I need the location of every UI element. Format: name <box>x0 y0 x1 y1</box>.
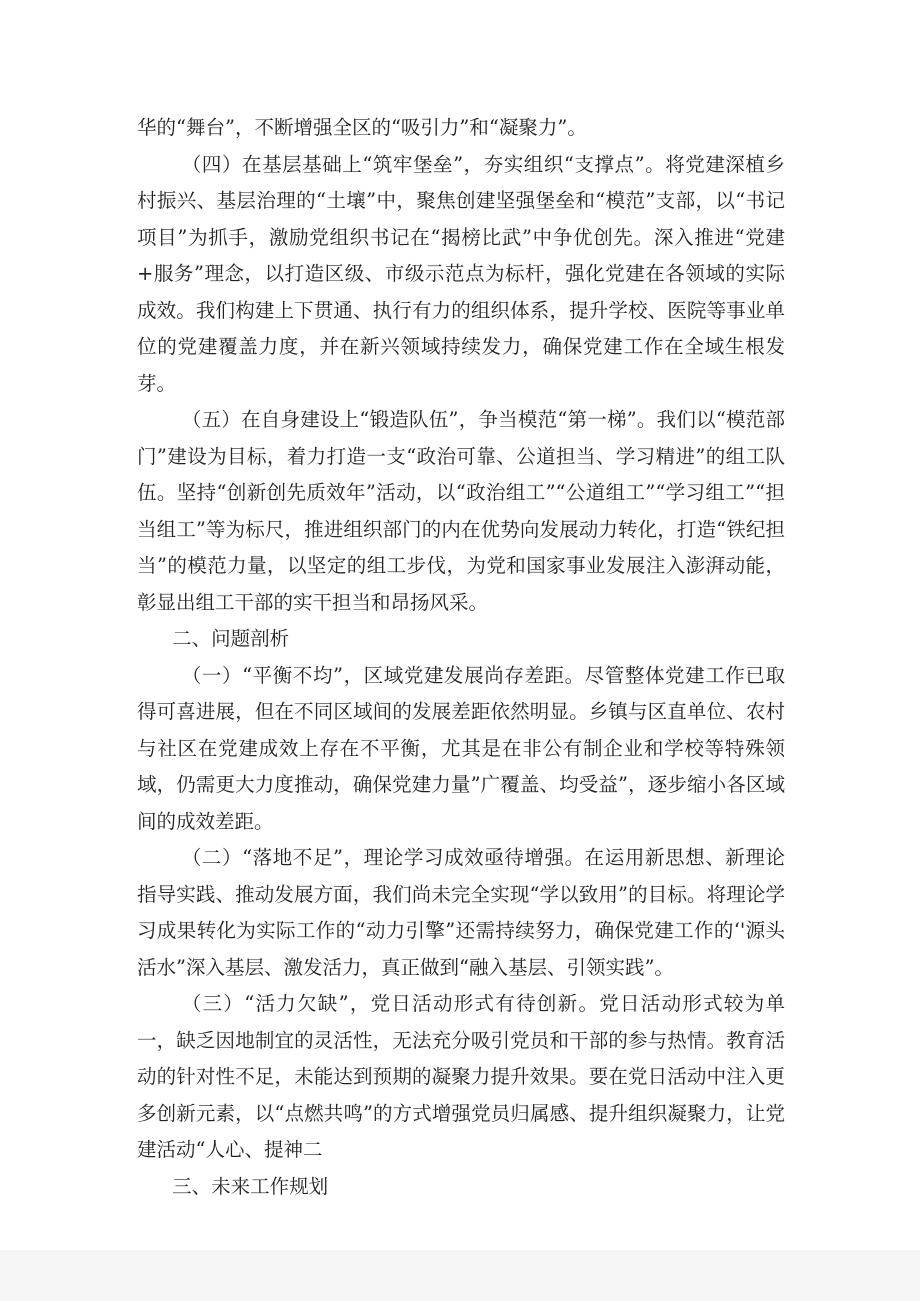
paragraph-continuation: 华的“舞台”，不断增强全区的“吸引力”和“凝聚力”。 <box>137 116 587 139</box>
page-bottom-margin <box>0 1250 920 1301</box>
paragraph-four-grassroots: （四）在基层基础上“筑牢堡垒”，夯实组织“支撑点”。将党建深植乡村振兴、基层治理的“土壤”中，聚焦创建坚强堡垒和“模范”支部，以“书记项目”为抓手，激励党组织书记在“揭榜比武”中争优创先。深入推进“党建+服务”理念，以打造区级、市级示范点为标杆，强化党建在各领域的实际成效。我们构建上下贯通、执行有力的组织体系，提升学校、医院等事业单位的党建覆盖力度，并在新兴领域持续发力，确保党建工作在全域生根发芽。 <box>137 152 785 395</box>
paragraph-two-theory-study: （二）“落地不足”，理论学习成效亟待增强。在运用新思想、新理论指导实践、推动发展方面，我们尚未完全实现“学以致用”的目标。将理论学习成果转化为实际工作的“动力引擎”还需持续努力，确保党建工作的‘'源头活水”深入基层、激发活力，真正做到“融入基层、引领实践”。 <box>137 846 785 979</box>
section-heading-problem-analysis: 二、问题剖析 <box>172 627 290 650</box>
paragraph-one-imbalance: （一）“平衡不均”，区域党建发展尚存差距。尽管整体党建工作已取得可喜进展，但在不同区域间的发展差距依然明显。乡镇与区直单位、农村与社区在党建成效上存在不平衡，尤其是在非公有制企业和学校等特殊领域，仍需更大力度推动，确保党建力量”广覆盖、均受益”，逐步缩小各区域间的成效差距。 <box>137 663 785 833</box>
paragraph-five-team-building: （五）在自身建设上“锻造队伍”，争当模范“第一梯”。我们以“模范部门”建设为目标，着力打造一支“政治可靠、公道担当、学习精进”的组工队伍。坚持“创新创先质效年”活动，以“政治组工”“公道组工”“学习组工”“担当组工”等为标尺，推进组织部门的内在优势向发展动力转化，打造“铁纪担当”的模范力量，以坚定的组工步伐，为党和国家事业发展注入澎湃动能，彰显出组工干部的实干担当和昂扬风采。 <box>137 408 785 614</box>
section-heading-future-plan: 三、未来工作规划 <box>172 1174 329 1198</box>
paragraph-three-activity: （三）“活力欠缺”，党日活动形式有待创新。党日活动形式较为单一，缺乏因地制宜的灵活性，无法充分吸引党员和干部的参与热情。教育活动的针对性不足，未能达到预期的凝聚力提升效果。要在党日活动中注入更多创新元素，以“点燃共鸣”的方式增强党员归属感、提升组织凝聚力，让党建活动“人心、提神二 <box>137 992 785 1161</box>
document-body <box>137 110 785 1205</box>
